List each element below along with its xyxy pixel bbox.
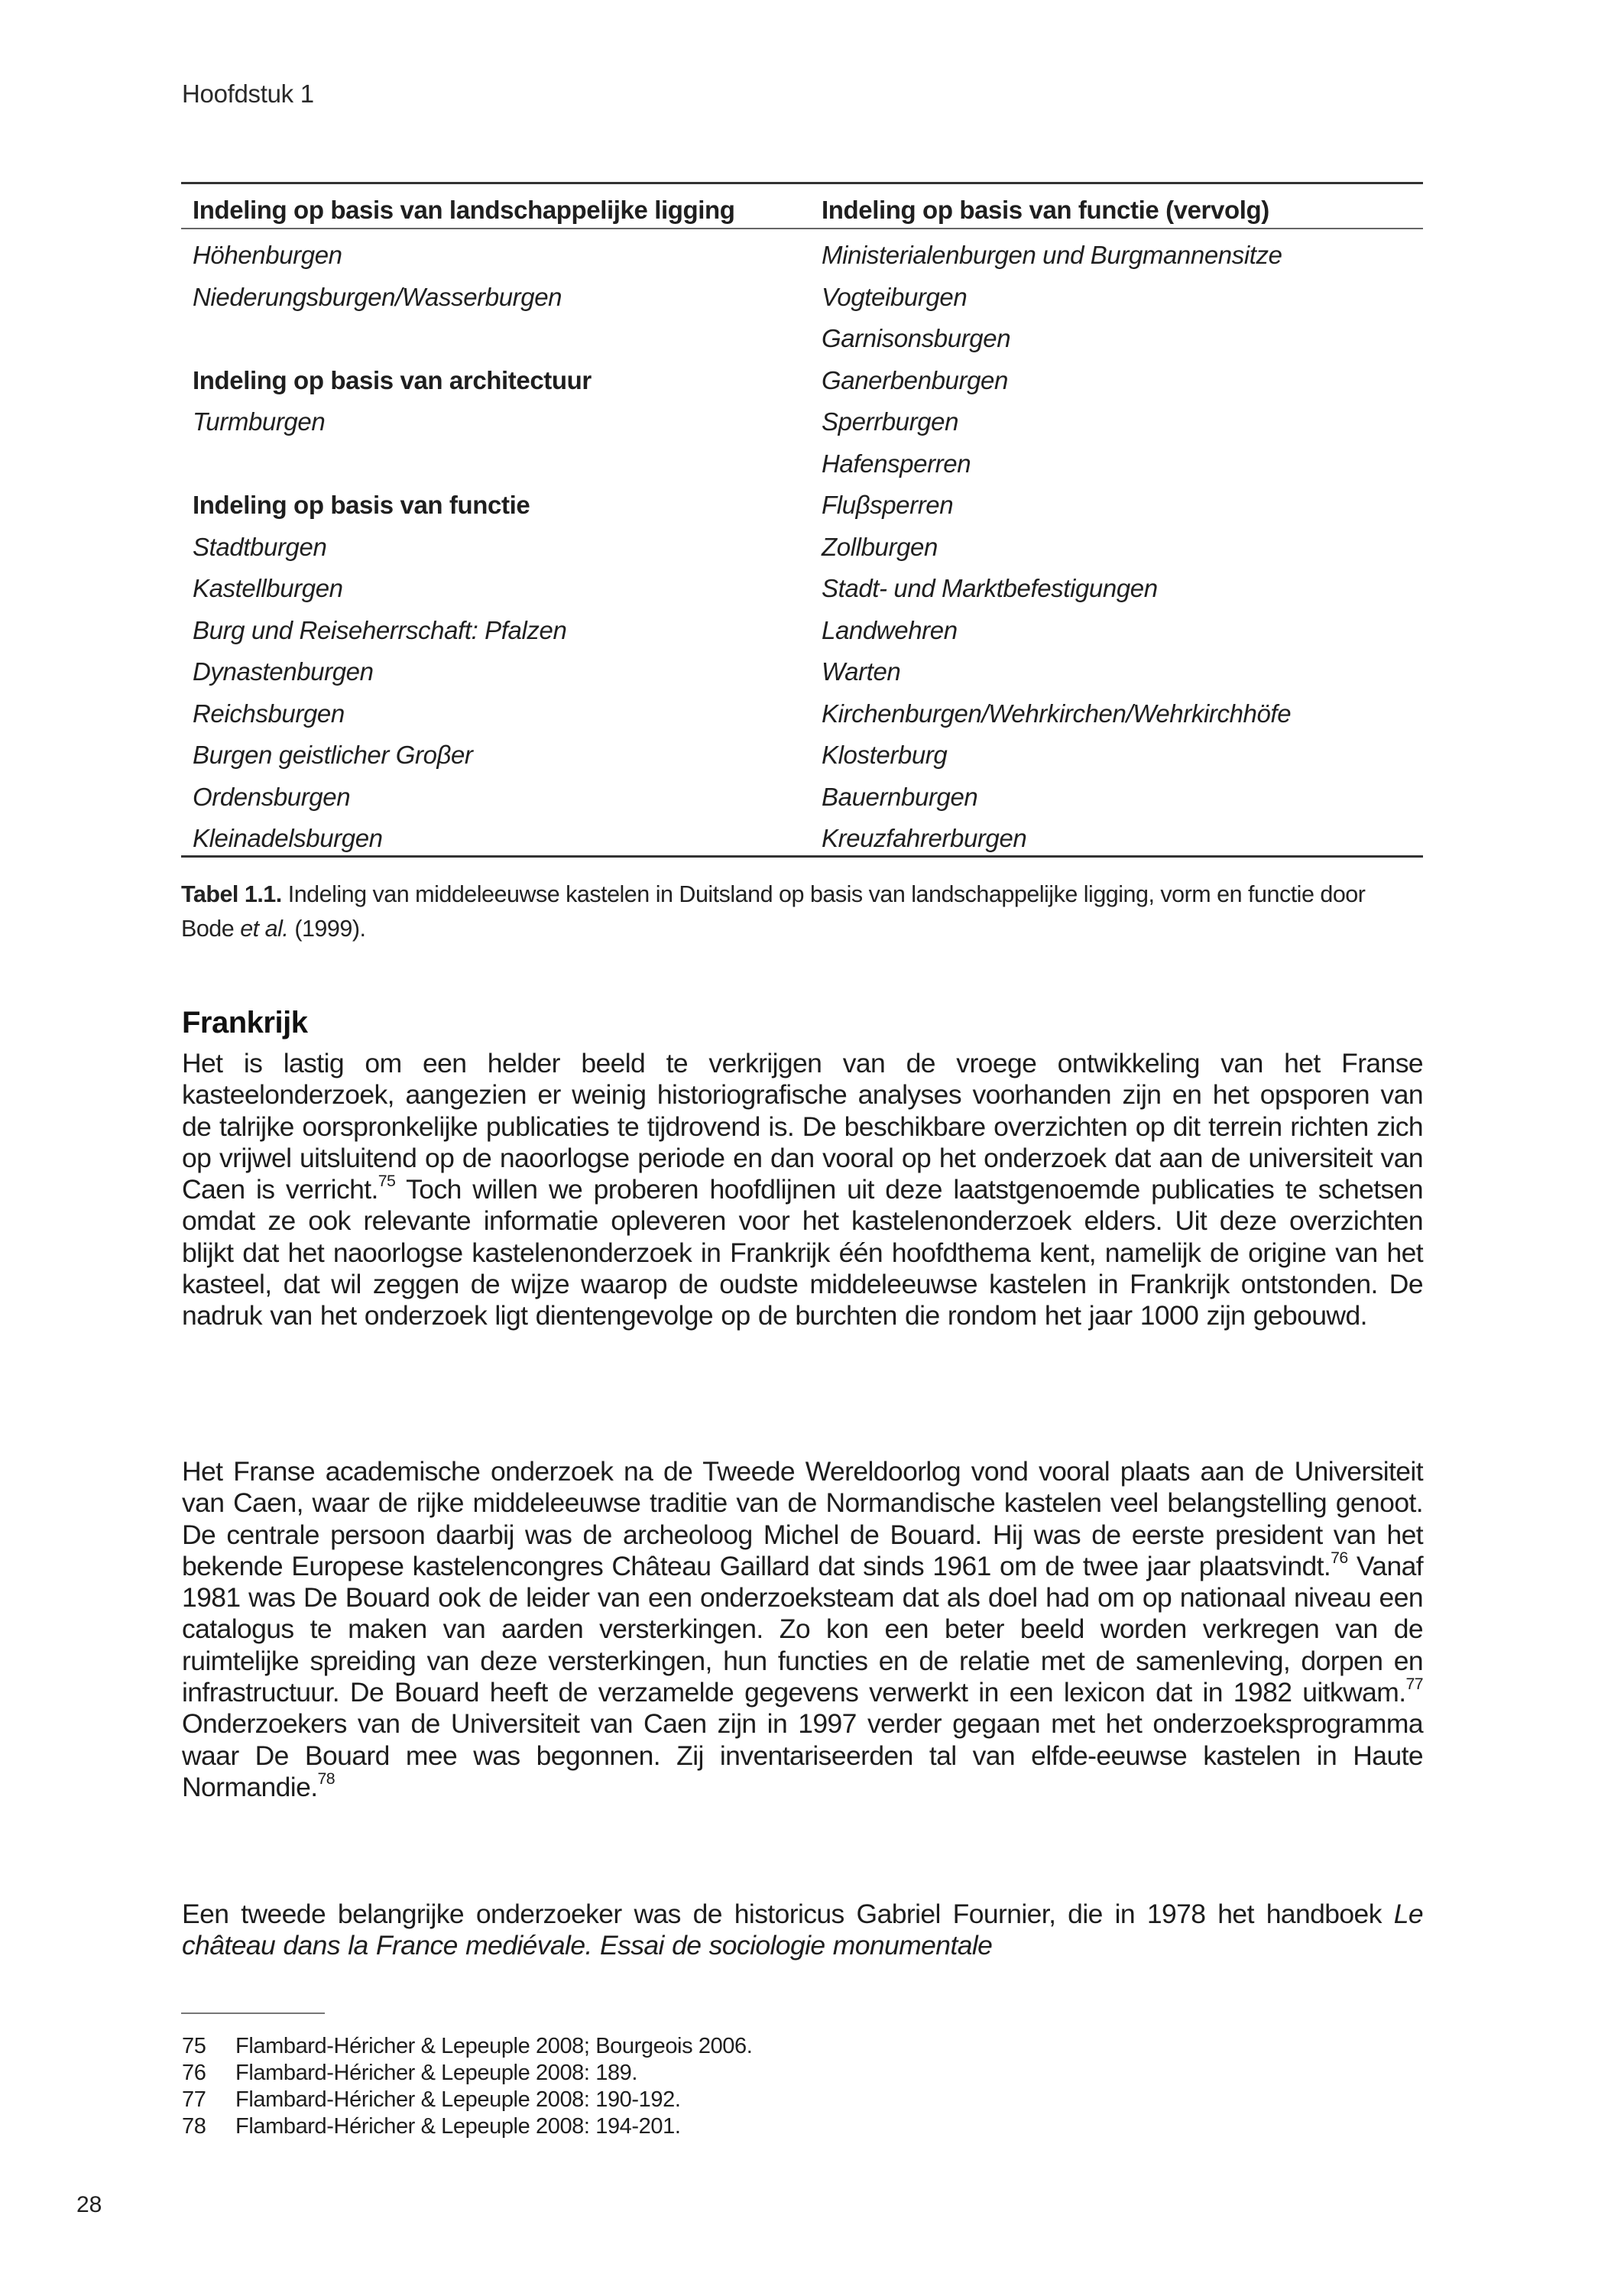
table-cell: Kleinadelsburgen [193,824,383,852]
paragraph-text: Vanaf 1981 was De Bouard ook de leider van een onderzoeksteam dat als doel had om op nationaal niveau een catalogus te maken van aarden versterkingen. Zo kon een beter beeld worden verkregen van de ruimtelijke spreiding van deze versterkingen, hun functies en de relatie met de samenleving, dorpen en infrastructuur. De Bouard heeft de verzamelde gegevens verwerkt in een lexicon dat in 1982 uitkwam. [182,1550,1424,1708]
footnote [182,2113,752,2140]
table-cell: Hafensperren [822,449,971,478]
table-blank-row [193,318,804,360]
footnote-reference: 75 [378,1172,396,1191]
body-paragraph [182,1899,1423,1962]
table-caption [181,877,1423,946]
caption-text-end: (1999). [288,916,366,942]
table-cell: Fluβsperren [822,491,954,519]
paragraph-text: Het Franse academische onderzoek na de Tweede Wereldoorlog vond vooral plaats aan de Universiteit van Caen, waar de rijke middeleeuwse traditie van de Normandische kastelen veel belangstelling genoot. De centrale persoon daarbij was de archeoloog Michel de Bouard. Hij was de eerste president van het bekende Europese kastelencongres Château Gaillard dat sinds 1961 om de twee jaar plaatsvindt. [182,1456,1423,1581]
table-cell: Burg und Reiseherrschaft: Pfalzen [193,615,567,644]
footnote-number: 75 [182,2034,206,2058]
table-cell: Kreuzfahrerburgen [822,824,1027,852]
footnote-number: 77 [182,2087,206,2112]
table-left-column [193,193,804,860]
caption-label: Tabel 1.1. [181,881,282,907]
italic-title: Le château dans la France mediévale. Essai de sociologie monumentale [182,1899,1423,1961]
table-group-heading: Indeling op basis van architectuur [193,365,592,394]
footnote-reference: 76 [1331,1548,1348,1567]
table-cell: Stadt- und Marktbefestigungen [822,574,1158,602]
caption-text: Indeling van middeleeuwse kastelen in Duitsland op basis van landschappelijke ligging, vorm en functie door Bode [181,881,1366,942]
paragraph-text: Toch willen we proberen hoofdlijnen uit deze laatstgenoemde publicaties te schetsen omdat ze ook relevante informatie opleveren voor het kastelenonderzoek elders. Uit deze overzichten blijkt dat het naoorlogse kastelenonderzoek in Frankrijk één hoofdthema kent, namelijk de origine van het kasteel, dat wil zeggen de wijze waarop de oudste middeleeuwse kastelen in Frankrijk ontstonden. De nadruk van het onderzoek ligt dientengevolge op de burchten die rondom het jaar 1000 zijn gebouwd. [182,1174,1423,1331]
table-cell: Bauernburgen [822,782,978,811]
table-cell: Klosterburg [822,741,948,769]
paragraph-text: Het is lastig om een helder beeld te verkrijgen van de vroege ontwikkeling van het Franse kasteelonderzoek, aangezien er weinig historiografische analyses voorhanden zijn en het opsporen van de talrijke oorspronkelijke publicaties te tijdrovend is. De beschikbare overzichten op dit terrein richten zich op vrijwel uitsluitend op de naoorlogse periode en dan vooral op het onderzoek dat aan de universiteit van Caen is verricht. [182,1048,1423,1205]
footnotes [182,2033,752,2140]
running-head: Hoofdstuk 1 [182,79,314,108]
footnote [182,2087,752,2113]
table-cell: Zollburgen [822,532,938,561]
table-cell: Kastellburgen [193,574,343,602]
table-cell: Ganerbenburgen [822,365,1008,394]
table-cell: Vogteiburgen [822,282,968,311]
body-paragraph [182,1048,1423,1332]
paragraph-text: Onderzoekers van de Universiteit van Caen zijn in 1997 verder gegaan met het onderzoeksprogramma waar De Bouard mee was begonnen. Zij inventariseerden tal van elfde-eeuwse kastelen in Haute Normandie. [182,1708,1423,1802]
footnote-separator [181,2012,325,2014]
table-cell: Sperrburgen [822,407,959,436]
table-cell: Reichsburgen [193,699,345,728]
table-cell: Kirchenburgen/Wehrkirchen/Wehrkirchhöfe [822,699,1292,728]
caption-italic: et al. [240,916,289,942]
table-cell: Garnisonsburgen [822,324,1011,352]
footnote-text: Flambard-Héricher & Lepeuple 2008: 190-192. [235,2087,681,2112]
footnote-text: Flambard-Héricher & Lepeuple 2008: 189. [235,2061,638,2085]
table-blank-row [193,443,804,485]
footnote-text: Flambard-Héricher & Lepeuple 2008; Bourgeois 2006. [235,2034,753,2058]
footnote-reference: 78 [317,1769,335,1788]
paragraph-text: Een tweede belangrijke onderzoeker was de historicus Gabriel Fournier, die in 1978 het handboek [182,1899,1394,1929]
table-right-column [822,193,1418,860]
body-paragraph [182,1456,1423,1803]
table-bottom-rule [181,855,1423,858]
footnote [182,2033,752,2060]
footnote-reference: 77 [1405,1675,1423,1694]
table-group-heading: Indeling op basis van functie [193,491,530,519]
table-cell: Warten [822,657,901,686]
table-column-header: Indeling op basis van landschappelijke ligging [193,196,735,224]
table-cell: Ordensburgen [193,782,351,811]
page-number: 28 [76,2192,102,2217]
table-cell: Dynastenburgen [193,657,374,686]
footnote-number: 76 [182,2061,206,2085]
footnote [182,2060,752,2087]
table-cell: Stadtburgen [193,532,327,561]
table-top-rule [181,182,1423,184]
table-cell: Burgen geistlicher Groβer [193,741,473,769]
footnote-text: Flambard-Héricher & Lepeuple 2008: 194-201. [235,2114,681,2139]
table-cell: Turmburgen [193,407,326,436]
table-cell: Niederungsburgen/Wasserburgen [193,282,562,311]
table-cell: Landwehren [822,615,958,644]
section-heading: Frankrijk [182,1006,308,1039]
table-column-header: Indeling op basis van functie (vervolg) [822,196,1269,224]
table-cell: Höhenburgen [193,241,342,269]
table-cell: Ministerialenburgen und Burgmannensitze [822,241,1282,269]
footnote-number: 78 [182,2114,206,2139]
